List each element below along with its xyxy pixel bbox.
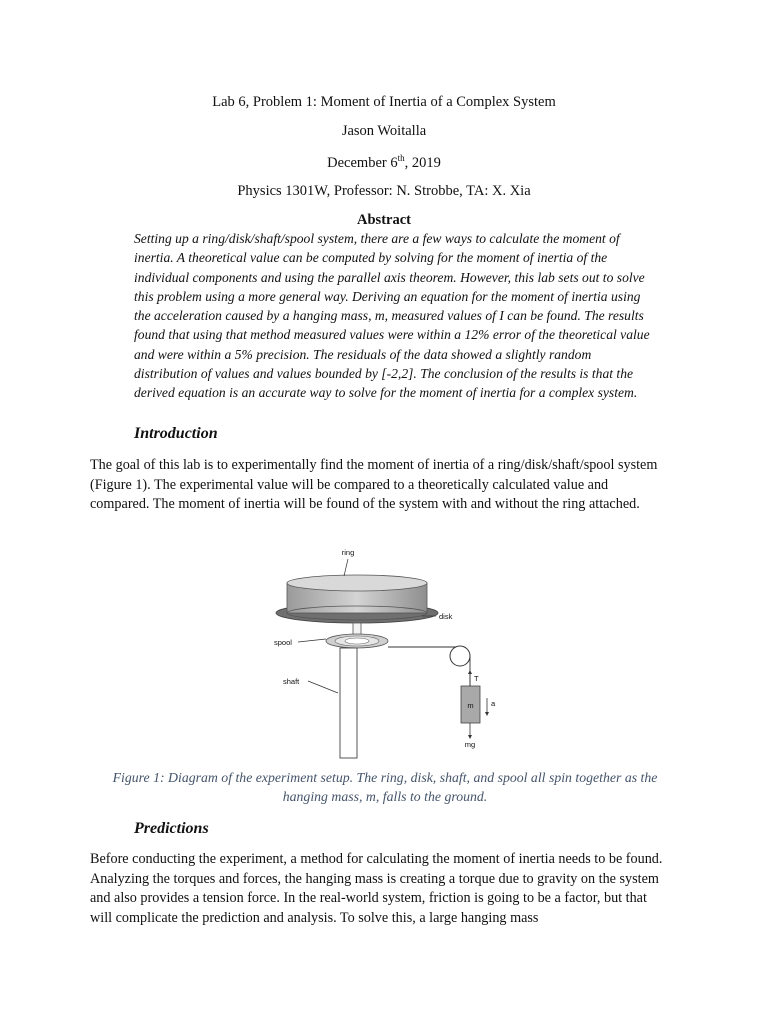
paper-title: Lab 6, Problem 1: Moment of Inertia of a Complex System — [212, 94, 556, 110]
course-info: Physics 1301W, Professor: N. Strobbe, TA: X. Xia — [237, 183, 531, 199]
shaft — [340, 648, 357, 758]
experiment-diagram — [262, 543, 512, 765]
weight-label: mg — [464, 740, 476, 749]
predictions-text: Before conducting the experiment, a method for calculating the moment of inertia needs to be found. Analyzing the torques and forces, the hanging mass is creating a torque due to gravity on the system and also provides a tension force. In the real-world system, friction is going to be a factor, but that will complicate the prediction and analysis. To solve this, a large hanging mass — [90, 851, 663, 926]
abstract-heading: Abstract — [357, 212, 411, 228]
report-date — [0, 153, 768, 172]
ring-top — [287, 575, 427, 591]
disk-label: disk — [439, 612, 453, 621]
ring-leader — [344, 559, 348, 576]
date-suffix: , 2019 — [404, 154, 441, 171]
abstract-text: Setting up a ring/disk/shaft/spool system, there are a few ways to calculate the moment of inertia. A theoretical value can be computed by solving for the moment of inertia of the individual components and using the parallel axis theorem. However, this lab sets out to solve this problem using a more general way. Deriving an equation for the moment of inertia using the acceleration caused by a hanging mass, m, measured values of I can be found. The results found that using that method measured values were within a 12% error of the theoretical value and were within a 5% precision. The residuals of the data showed a slightly random distribution of values and values bounded by [-2,2]. The conclusion of the results is that the derived equation is an accurate way to solve for the moment of inertia for a complex system. — [134, 231, 650, 401]
spool-inner — [345, 638, 369, 644]
author-name: Jason Woitalla — [341, 123, 427, 139]
tension-label: T — [474, 674, 479, 683]
date-prefix: December 6 — [327, 154, 398, 171]
date-superscript: th — [397, 153, 405, 163]
introduction-text: The goal of this lab is to experimentally find the moment of inertia of a ring/disk/shaft/spool system (Figure 1). The experimental value will be compared to a theoretically calculated value and compared. The moment of inertia will be found of the system with and without the ring attached. — [90, 457, 658, 512]
predictions-heading: Predictions — [134, 820, 209, 837]
shaft-leader — [308, 681, 338, 693]
introduction-heading: Introduction — [134, 425, 218, 442]
figure-caption: Figure 1: Diagram of the experiment setup. The ring, disk, shaft, and spool all spin together as the hanging mass, m, falls to the ground. — [112, 770, 658, 804]
shaft-label: shaft — [283, 677, 300, 686]
ring-label: ring — [341, 548, 355, 557]
weight-arrow-head — [468, 735, 472, 739]
pulley — [450, 646, 470, 666]
spool-leader — [298, 639, 326, 642]
accel-arrow-head — [485, 712, 489, 716]
axle — [353, 623, 361, 635]
mass-label: m — [467, 701, 474, 710]
accel-label: a — [491, 699, 496, 708]
tension-arrow-head — [468, 670, 472, 674]
spool-label: spool — [274, 638, 292, 647]
